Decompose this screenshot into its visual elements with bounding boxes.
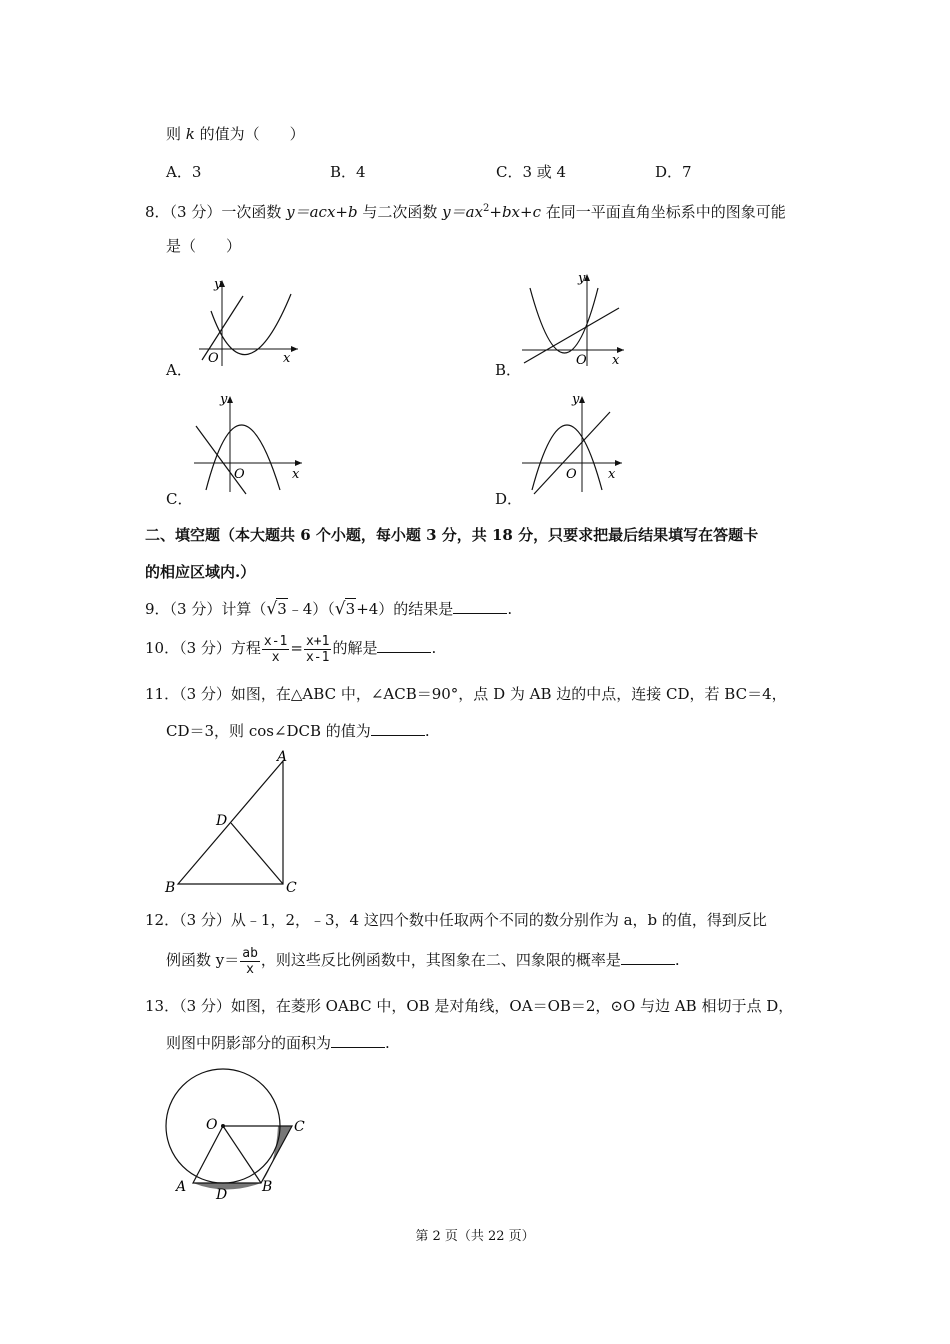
vertex-label-c: C bbox=[286, 880, 297, 895]
axis-y-label: y bbox=[572, 392, 580, 407]
q8-graph-c bbox=[190, 390, 310, 499]
section-heading-line2: 的相应区域内.） bbox=[145, 563, 256, 581]
point-label-c: C bbox=[294, 1119, 305, 1135]
vertex-label-b: B bbox=[165, 880, 176, 895]
q10: 10．（3 分）方程 $\frac{x-1}{x}$ = $\frac{x+1}{x-1}$ 的解是 . bbox=[145, 633, 437, 665]
q7-option-a: A．3 bbox=[166, 163, 202, 181]
fraction: $\frac{ab}{x}$ bbox=[242, 945, 258, 977]
q7-option-b: B．4 bbox=[330, 163, 366, 181]
page-footer: 第 2 页（共 22 页） bbox=[415, 1229, 535, 1244]
q8-graph-b bbox=[520, 268, 630, 372]
q12-stem-line2: 例函数 y＝ $\frac{ab}{x}$ ，则这些反比例函数中，其图象在二、四象限的概率是 . bbox=[166, 945, 680, 977]
q11-stem: 11．（3 分）如图，在△ABC 中，∠ACB＝90°，点 D 为 AB 边的中点，连接 CD，若 BC＝4， bbox=[145, 685, 787, 703]
q8-graph-a bbox=[195, 278, 300, 372]
q8-label-c: C． bbox=[166, 490, 193, 508]
vertex-label-d: D bbox=[216, 813, 228, 829]
q8-stem-line2: 是（ ） bbox=[166, 237, 242, 255]
origin-label: O bbox=[576, 353, 587, 368]
q7-option-d: D．7 bbox=[655, 163, 692, 181]
origin-label: O bbox=[208, 351, 219, 366]
vertex-label-a: A bbox=[277, 749, 288, 765]
answer-blank bbox=[371, 721, 425, 736]
point-label-o: O bbox=[206, 1117, 218, 1133]
q8-label-b: B． bbox=[495, 361, 522, 379]
answer-blank bbox=[453, 599, 507, 614]
section-heading: 二、填空题（本大题共 6 个小题，每小题 3 分，共 18 分，只要求把最后结果填写在答题卡 bbox=[145, 526, 759, 544]
axis-x-label: x bbox=[608, 467, 616, 482]
origin-label: O bbox=[234, 467, 245, 482]
answer-blank bbox=[331, 1033, 385, 1048]
answer-blank bbox=[377, 638, 431, 653]
axis-y-label: y bbox=[578, 271, 586, 286]
q8-label-a: A． bbox=[166, 361, 192, 379]
q7-option-c: C．3 或 4 bbox=[496, 163, 567, 181]
q11-stem-line2: CD＝3，则 cos∠DCB 的值为 . bbox=[166, 722, 430, 740]
q8-graph-d bbox=[520, 390, 630, 499]
axis-y-label: y bbox=[220, 392, 228, 407]
point-label-a: A bbox=[176, 1179, 187, 1195]
q13-rhombus-figure bbox=[160, 1065, 320, 1209]
answer-blank bbox=[621, 950, 675, 965]
q12-stem: 12．（3 分）从﹣1，2，﹣3，4 这四个数中任取两个不同的数分别作为 a，b 的值，得到反比 bbox=[145, 911, 767, 929]
axis-x-label: x bbox=[612, 353, 620, 368]
point-label-d: D bbox=[216, 1187, 228, 1203]
q9: 9．（3 分）计算（√3﹣4）（√3+4）的结果是 . bbox=[145, 599, 513, 619]
axis-y-label: y bbox=[214, 278, 222, 292]
point-label-b: B bbox=[262, 1179, 273, 1195]
q13-stem-line2: 则图中阴影部分的面积为 . bbox=[166, 1034, 390, 1052]
fraction: $\frac{x+1}{x-1}$ bbox=[305, 633, 330, 665]
axis-x-label: x bbox=[292, 467, 300, 482]
origin-label: O bbox=[566, 467, 577, 482]
axis-x-label: x bbox=[283, 351, 291, 366]
q11-triangle-figure bbox=[160, 745, 310, 899]
q7-stem: 则 k 的值为（ ） bbox=[166, 125, 305, 143]
q8-label-d: D． bbox=[495, 490, 523, 508]
q13-stem: 13．（3 分）如图，在菱形 OABC 中，OB 是对角线，OA＝OB＝2，⊙O 与边 AB 相切于点 D， bbox=[145, 997, 794, 1015]
fraction: $\frac{x-1}{x}$ bbox=[263, 633, 288, 665]
q8-stem: 8．（3 分）一次函数 y＝acx+b 与二次函数 $y=ax^2+bx+c$ 在同一平面直角坐标系中的图象可能 bbox=[145, 203, 786, 221]
